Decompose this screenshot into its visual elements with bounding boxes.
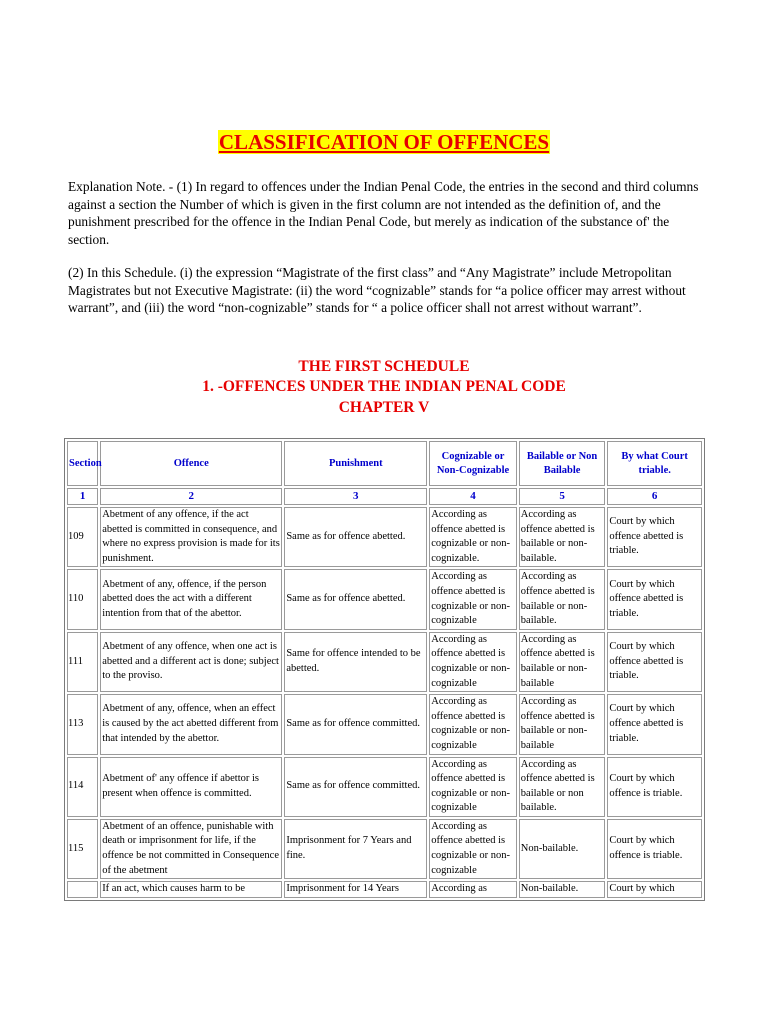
cell-punishment: Same for offence intended to be abetted.	[284, 632, 427, 692]
header-section: Section	[67, 441, 98, 486]
cell-bailable: According as offence abetted is bailable or non-bailable	[519, 632, 606, 692]
column-number: 6	[607, 488, 702, 505]
cell-cognizable: According as offence abetted is cognizable or non-cognizable.	[429, 507, 517, 567]
column-number: 4	[429, 488, 517, 505]
cell-court: Court by which offence abetted is triable.	[607, 507, 702, 567]
cell-bailable: Non-bailable.	[519, 881, 606, 898]
column-number: 5	[519, 488, 606, 505]
header-punishment: Punishment	[284, 441, 427, 486]
table-row	[67, 569, 702, 629]
cell-cognizable: According as offence abetted is cognizable or non-cognizable	[429, 569, 517, 629]
cell-offence: Abetment of any offence, when one act is abetted and a different act is done; subject to the proviso.	[100, 632, 282, 692]
cell-offence: If an act, which causes harm to be	[100, 881, 282, 898]
cell-section: 111	[67, 632, 98, 692]
cell-offence: Abetment of any, offence, when an effect is caused by the act abetted different from that intended by the abettor.	[100, 694, 282, 754]
cell-section	[67, 881, 98, 898]
table-header-row	[67, 441, 702, 486]
cell-court: Court by which	[607, 881, 702, 898]
schedule-subtitle: 1. -OFFENCES UNDER THE INDIAN PENAL CODE	[202, 378, 566, 395]
cell-section: 110	[67, 569, 98, 629]
cell-punishment: Imprisonment for 7 Years and fine.	[284, 819, 427, 879]
cell-punishment: Imprisonment for 14 Years	[284, 881, 427, 898]
cell-cognizable: According as offence abetted is cognizable or non-cognizable	[429, 757, 517, 817]
cell-punishment: Same as for offence committed.	[284, 694, 427, 754]
cell-punishment: Same as for offence abetted.	[284, 569, 427, 629]
header-offence: Offence	[100, 441, 282, 486]
cell-offence: Abetment of any offence, if the act abetted is committed in consequence, and where no express provision is made for its punishment.	[100, 507, 282, 567]
offences-table	[64, 438, 705, 901]
explanation-note-2: (2) In this Schedule. (i) the expression “Magistrate of the first class” and “Any Magistrate” include Metropolitan Magistrates but not Executive Magistrate: (ii) the word “cognizable” stands for “a police officer may arrest without warrant”, and (iii) the word “non-cognizable” stands for “ a police officer shall not arrest without warrant”.	[68, 265, 686, 315]
schedule-title: THE FIRST SCHEDULE	[298, 358, 470, 375]
header-bailable: Bailable or Non Bailable	[519, 441, 606, 486]
cell-offence: Abetment of any, offence, if the person abetted does the act with a different intention from that of the abettor.	[100, 569, 282, 629]
cell-bailable: According as offence abetted is bailable or non-bailable	[519, 694, 606, 754]
table-row	[67, 507, 702, 567]
table-row	[67, 757, 702, 817]
cell-punishment: Same as for offence committed.	[284, 757, 427, 817]
column-number: 3	[284, 488, 427, 505]
chapter-heading: CHAPTER V	[338, 399, 430, 416]
document-title	[0, 130, 768, 155]
cell-court: Court by which offence abetted is triable.	[607, 632, 702, 692]
cell-court: Court by which offence abetted is triable.	[607, 694, 702, 754]
cell-section: 113	[67, 694, 98, 754]
cell-bailable: According as offence abetted is bailable or non-bailable.	[519, 507, 606, 567]
cell-offence: Abetment of' any offence if abettor is present when offence is committed.	[100, 757, 282, 817]
cell-section: 114	[67, 757, 98, 817]
cell-cognizable: According as offence abetted is cognizable or non-cognizable	[429, 694, 517, 754]
table-row-partial	[67, 881, 702, 898]
cell-offence: Abetment of an offence, punishable with death or imprisonment for life, if the offence be not committed in Consequence of the abetment	[100, 819, 282, 879]
cell-bailable: According as offence abetted is bailable or non-bailable.	[519, 569, 606, 629]
cell-court: Court by which offence is triable.	[607, 819, 702, 879]
cell-bailable: Non-bailable.	[519, 819, 606, 879]
cell-cognizable: According as offence abetted is cognizable or non-cognizable	[429, 819, 517, 879]
table-row	[67, 632, 702, 692]
table-row	[67, 819, 702, 879]
title-text: CLASSIFICATION OF OFFENCES	[218, 130, 550, 154]
cell-court: Court by which offence abetted is triable.	[607, 569, 702, 629]
header-court: By what Court triable.	[607, 441, 702, 486]
cell-section: 109	[67, 507, 98, 567]
cell-section: 115	[67, 819, 98, 879]
column-number: 2	[100, 488, 282, 505]
cell-cognizable: According as offence abetted is cognizable or non-cognizable	[429, 632, 517, 692]
cell-punishment: Same as for offence abetted.	[284, 507, 427, 567]
column-number: 1	[67, 488, 98, 505]
header-cognizable: Cognizable or Non-Cognizable	[429, 441, 517, 486]
table-row	[67, 694, 702, 754]
column-number-row	[67, 488, 702, 505]
cell-court: Court by which offence is triable.	[607, 757, 702, 817]
explanation-note-1: Explanation Note. - (1) In regard to offences under the Indian Penal Code, the entries in the second and third columns against a section the Number of which is given in the first column are not intended as the definition of, and the punishment prescribed for the offence in the Indian Penal Code, but merely as indication of the substance of' the section.	[68, 179, 699, 247]
cell-cognizable: According as	[429, 881, 517, 898]
cell-bailable: According as offence abetted is bailable or non bailable.	[519, 757, 606, 817]
